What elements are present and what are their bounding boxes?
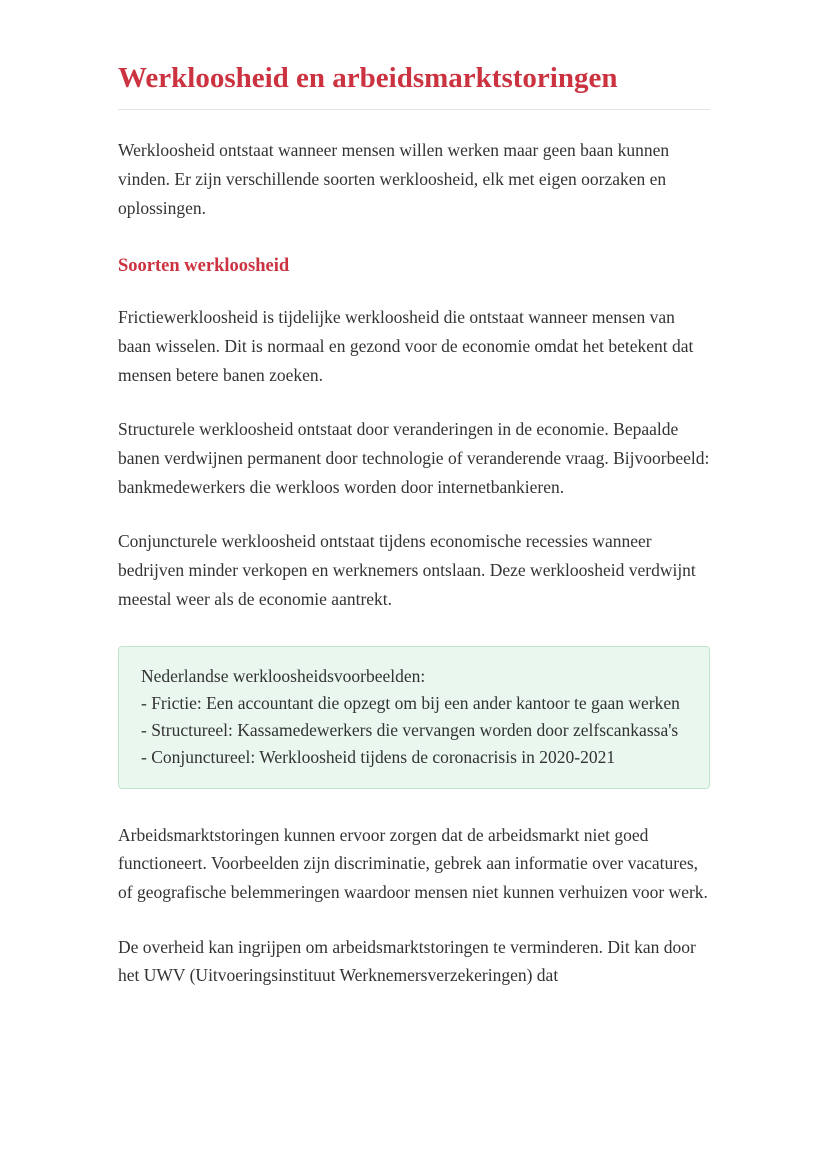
page-title: Werkloosheid en arbeidsmarktstoringen bbox=[118, 60, 710, 110]
article bbox=[118, 0, 710, 990]
paragraph-conjuncturele-werkloosheid: Conjuncturele werkloosheid ontstaat tijdens economische recessies wanneer bedrijven minder verkopen en werknemers ontslaan. Deze werkloosheid verdwijnt meestal weer als de economie aantrekt. bbox=[118, 531, 696, 609]
intro-paragraph: Werkloosheid ontstaat wanneer mensen willen werken maar geen baan kunnen vinden. Er zijn verschillende soorten werkloosheid, elk met eigen oorzaken en oplossingen. bbox=[118, 140, 670, 218]
example-item-structureel: - Structureel: Kassamedewerkers die vervangen worden door zelfscankassa's bbox=[141, 720, 679, 741]
paragraph-structurele-werkloosheid: Structurele werkloosheid ontstaat door veranderingen in de economie. Bepaalde banen verdwijnen permanent door technologie of veranderende vraag. Bijvoorbeeld: bankmedewerkers die werkloos worden door internetbankieren. bbox=[118, 419, 710, 497]
example-item-frictie: - Frictie: Een accountant die opzegt om bij een ander kantoor te gaan werken bbox=[141, 692, 680, 713]
example-box bbox=[118, 646, 710, 789]
paragraph-overheid-uwv: De overheid kan ingrijpen om arbeidsmarktstoringen te verminderen. Dit kan door het UWV (Uitvoeringsinstituut Werknemersverzekeringen) dat bbox=[118, 936, 696, 986]
paragraph-frictiewerkloosheid: Frictiewerkloosheid is tijdelijke werkloosheid die ontstaat wanneer mensen van baan wisselen. Dit is normaal en gezond voor de economie omdat het betekent dat mensen betere banen zoeken. bbox=[118, 307, 694, 385]
section-heading: Soorten werkloosheid bbox=[118, 256, 290, 277]
paragraph-arbeidsmarktstoringen: Arbeidsmarktstoringen kunnen ervoor zorgen dat de arbeidsmarkt niet goed functioneert. Voorbeelden zijn discriminatie, gebrek aan informatie over vacatures, of geografische belemmeringen waardoor mensen niet kunnen verhuizen voor werk. bbox=[118, 824, 708, 903]
example-item-conjunctureel: - Conjunctureel: Werkloosheid tijdens de coronacrisis in 2020-2021 bbox=[141, 747, 616, 768]
example-box-heading: Nederlandse werkloosheidsvoorbeelden: bbox=[141, 665, 426, 686]
